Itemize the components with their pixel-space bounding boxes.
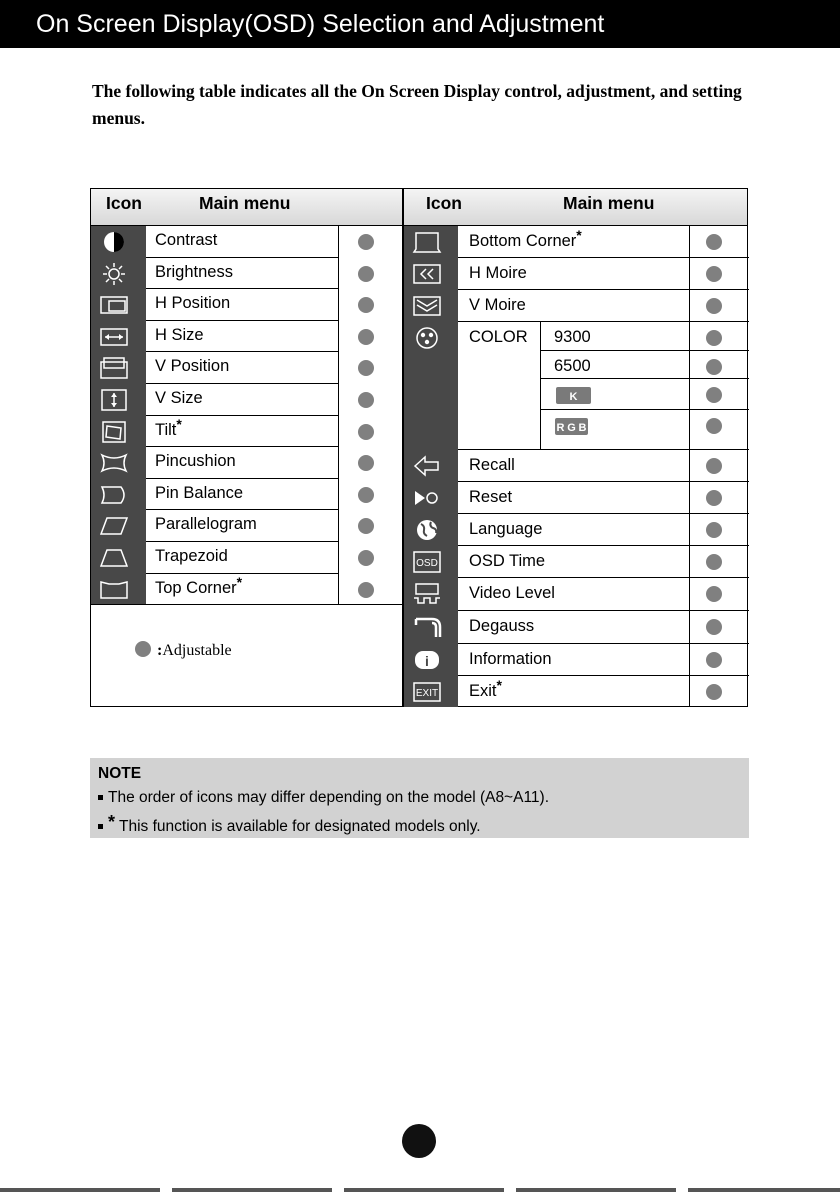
adjustable-dot-icon xyxy=(706,554,722,570)
adjustable-dot-icon xyxy=(706,586,722,602)
degauss-icon xyxy=(412,615,442,639)
row-divider xyxy=(146,415,338,416)
h-size-icon xyxy=(99,325,129,349)
menu-item-label: Bottom Corner* xyxy=(469,227,582,250)
information-icon xyxy=(412,648,442,672)
left-divider xyxy=(338,226,339,605)
footer-rule xyxy=(0,1188,840,1192)
adjustable-dot-icon xyxy=(358,582,374,598)
color-temp-option: 9300 xyxy=(554,328,591,346)
exit-icon xyxy=(412,680,442,704)
row-divider xyxy=(540,409,749,410)
note-line-2: * This function is available for designated models only. xyxy=(98,810,749,839)
menu-item-label: Language xyxy=(469,520,543,538)
row-divider xyxy=(146,288,338,289)
right-menu-table xyxy=(403,188,748,707)
svg-text:EXIT: EXIT xyxy=(415,688,439,699)
color-temp-option: 6500 xyxy=(554,357,591,375)
row-divider xyxy=(458,449,749,450)
h-position-icon xyxy=(99,293,129,317)
row-divider xyxy=(540,350,749,351)
main-menu-column-header-right: Main menu xyxy=(563,193,655,213)
row-divider xyxy=(458,675,749,676)
adjustable-dot-icon xyxy=(358,518,374,534)
right-table-header xyxy=(404,189,747,226)
adjustable-dot-icon xyxy=(706,330,722,346)
menu-item-label: Pin Balance xyxy=(155,483,244,502)
row-divider xyxy=(540,378,749,379)
menu-item-label: V Size xyxy=(155,389,203,407)
page-title: On Screen Display(OSD) Selection and Adjustment xyxy=(36,10,605,38)
menu-item-label: H Size xyxy=(155,325,204,344)
v-moire-icon xyxy=(412,294,442,318)
pin-balance-icon xyxy=(99,483,129,507)
menu-item-label: Degauss xyxy=(469,617,535,635)
adjustable-dot-icon xyxy=(706,418,722,434)
row-divider xyxy=(458,643,749,644)
legend-label: Adjustable xyxy=(162,642,232,659)
row-divider xyxy=(146,383,338,384)
language-icon xyxy=(412,518,442,542)
row-divider xyxy=(458,481,749,482)
legend: :Adjustable xyxy=(135,641,232,660)
tilt-icon xyxy=(99,420,129,444)
menu-item-label: Video Level xyxy=(469,584,555,602)
v-position-icon xyxy=(99,356,129,380)
row-divider xyxy=(458,289,749,290)
row-divider xyxy=(458,257,749,258)
osd-time-icon xyxy=(412,550,442,574)
recall-icon xyxy=(412,454,442,478)
left-table-header xyxy=(91,189,402,226)
menu-item-label: Recall xyxy=(469,456,515,474)
right-divider xyxy=(689,226,690,707)
adjustable-dot-icon xyxy=(706,298,722,314)
row-divider xyxy=(146,478,338,479)
bottom-corner-icon xyxy=(412,230,442,254)
icon-column-header-right: Icon xyxy=(426,193,462,213)
row-divider xyxy=(458,545,749,546)
menu-item-label: Top Corner* xyxy=(155,573,243,597)
adjustable-dot-icon xyxy=(358,424,374,440)
row-divider xyxy=(146,509,338,510)
adjustable-dot-icon xyxy=(706,234,722,250)
color-sub-divider xyxy=(540,322,541,450)
adjustable-dot-icon xyxy=(706,490,722,506)
top-corner-icon xyxy=(99,578,129,602)
row-divider xyxy=(146,320,338,321)
adjustable-dot-icon xyxy=(706,619,722,635)
contrast-icon xyxy=(99,230,129,254)
trapezoid-icon xyxy=(99,546,129,570)
note-line-1: The order of icons may differ depending on the model (A8~A11). xyxy=(98,786,749,810)
adjustable-dot-icon xyxy=(358,550,374,566)
reset-icon xyxy=(412,486,442,510)
color-key-k-icon: K xyxy=(556,387,591,404)
main-menu-column-header: Main menu xyxy=(199,193,291,213)
adjustable-dot-icon xyxy=(358,392,374,408)
note-title: NOTE xyxy=(98,765,142,782)
adjustable-dot-icon xyxy=(706,684,722,700)
menu-item-label: OSD Time xyxy=(469,552,546,570)
row-divider xyxy=(458,577,749,578)
menu-item-label: COLOR xyxy=(469,328,528,346)
adjustable-dot-icon xyxy=(358,360,374,376)
adjustable-dot-icon xyxy=(358,297,374,313)
h-moire-icon xyxy=(412,262,442,286)
row-divider xyxy=(146,257,338,258)
v-size-icon xyxy=(99,388,129,412)
icon-column-header: Icon xyxy=(106,193,142,213)
adjustable-dot-icon xyxy=(358,266,374,282)
adjustable-dot-icon xyxy=(358,329,374,345)
menu-item-label: Contrast xyxy=(155,231,218,249)
adjustable-dot-icon xyxy=(358,455,374,471)
menu-item-label: H Position xyxy=(155,294,231,313)
menu-item-label: Parallelogram xyxy=(155,515,257,534)
row-divider xyxy=(458,610,749,611)
adjustable-dot-icon xyxy=(706,387,722,403)
page-header xyxy=(0,0,840,48)
color-key-rgb-icon: R G B xyxy=(555,418,588,435)
left-menu-table xyxy=(90,188,403,707)
adjustable-dot-icon xyxy=(706,359,722,375)
page-number-dot xyxy=(402,1124,436,1158)
row-divider xyxy=(458,321,749,322)
video-level-icon xyxy=(412,582,442,606)
svg-text:OSD: OSD xyxy=(416,558,438,569)
row-divider xyxy=(146,446,338,447)
row-divider xyxy=(146,541,338,542)
note-box xyxy=(90,758,749,838)
menu-item-label: Information xyxy=(469,650,552,668)
adjustable-dot-icon xyxy=(358,487,374,503)
svg-text:i: i xyxy=(425,653,429,669)
adjustable-dot-icon xyxy=(706,266,722,282)
menu-item-label: V Moire xyxy=(469,296,526,314)
menu-item-label: Reset xyxy=(469,488,513,506)
row-divider xyxy=(146,351,338,352)
row-divider xyxy=(458,513,749,514)
adjustable-dot-icon xyxy=(135,641,151,657)
intro-text: The following table indicates all the On Screen Display control, adjustment, and setting menus. xyxy=(92,81,742,128)
menu-item-label: H Moire xyxy=(469,264,527,282)
color-icon xyxy=(412,326,442,350)
adjustable-dot-icon xyxy=(706,458,722,474)
adjustable-dot-icon xyxy=(706,652,722,668)
menu-item-label: V Position xyxy=(155,357,230,376)
adjustable-dot-icon xyxy=(358,234,374,250)
menu-item-label: Trapezoid xyxy=(155,547,228,565)
menu-item-label: Pincushion xyxy=(155,452,236,471)
adjustable-dot-icon xyxy=(706,522,722,538)
menu-item-label: Brightness xyxy=(155,262,233,281)
brightness-icon xyxy=(99,262,129,286)
parallelogram-icon xyxy=(99,514,129,538)
row-divider xyxy=(91,604,404,605)
pincushion-icon xyxy=(99,451,129,475)
menu-item-label: Tilt* xyxy=(155,415,182,439)
menu-item-label: Exit* xyxy=(469,677,502,700)
